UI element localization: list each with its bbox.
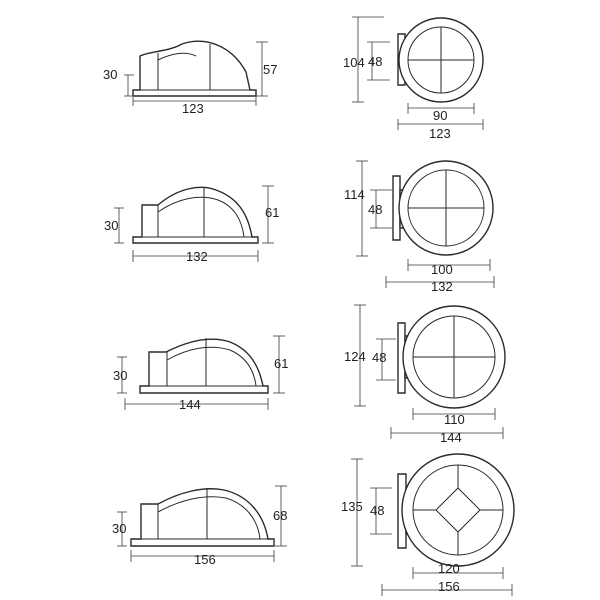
- side-length: 123: [182, 101, 204, 116]
- oven-3-front-view: [344, 305, 505, 445]
- front-width-inner: 120: [438, 561, 460, 576]
- oven-1-front-view: [343, 17, 483, 141]
- front-width-total: 144: [440, 430, 462, 445]
- oven-3-side-view: [113, 336, 288, 412]
- front-width-inner: 90: [433, 108, 448, 123]
- side-height-left: 30: [113, 368, 128, 383]
- oven-2-side-view: [104, 186, 279, 264]
- oven-1-side-view: [103, 41, 277, 116]
- side-height-right: 61: [274, 356, 289, 371]
- front-height-total: 135: [341, 499, 363, 514]
- side-height-left: 30: [112, 521, 127, 536]
- side-height-right: 57: [263, 62, 278, 77]
- side-length: 132: [186, 249, 208, 264]
- front-width-inner: 110: [444, 412, 465, 427]
- side-length: 144: [179, 397, 201, 412]
- front-width-total: 123: [429, 126, 451, 141]
- front-height-total: 104: [343, 55, 365, 70]
- oven-4-front-view: [341, 454, 514, 596]
- side-length: 156: [194, 552, 216, 567]
- oven-2-front-view: [344, 161, 494, 294]
- side-height-right: 68: [273, 508, 288, 523]
- side-height-left: 30: [104, 218, 119, 233]
- front-height-total: 114: [344, 187, 365, 202]
- side-height-left: 30: [103, 67, 118, 82]
- side-height-right: 61: [265, 205, 280, 220]
- front-height-inner: 48: [370, 503, 385, 518]
- oven-4-side-view: [112, 486, 287, 567]
- front-height-inner: 48: [368, 202, 383, 217]
- front-width-total: 156: [438, 579, 460, 594]
- front-height-inner: 48: [368, 54, 383, 69]
- front-height-total: 124: [344, 349, 366, 364]
- front-width-total: 132: [431, 279, 453, 294]
- front-width-inner: 100: [431, 262, 453, 277]
- front-height-inner: 48: [372, 350, 387, 365]
